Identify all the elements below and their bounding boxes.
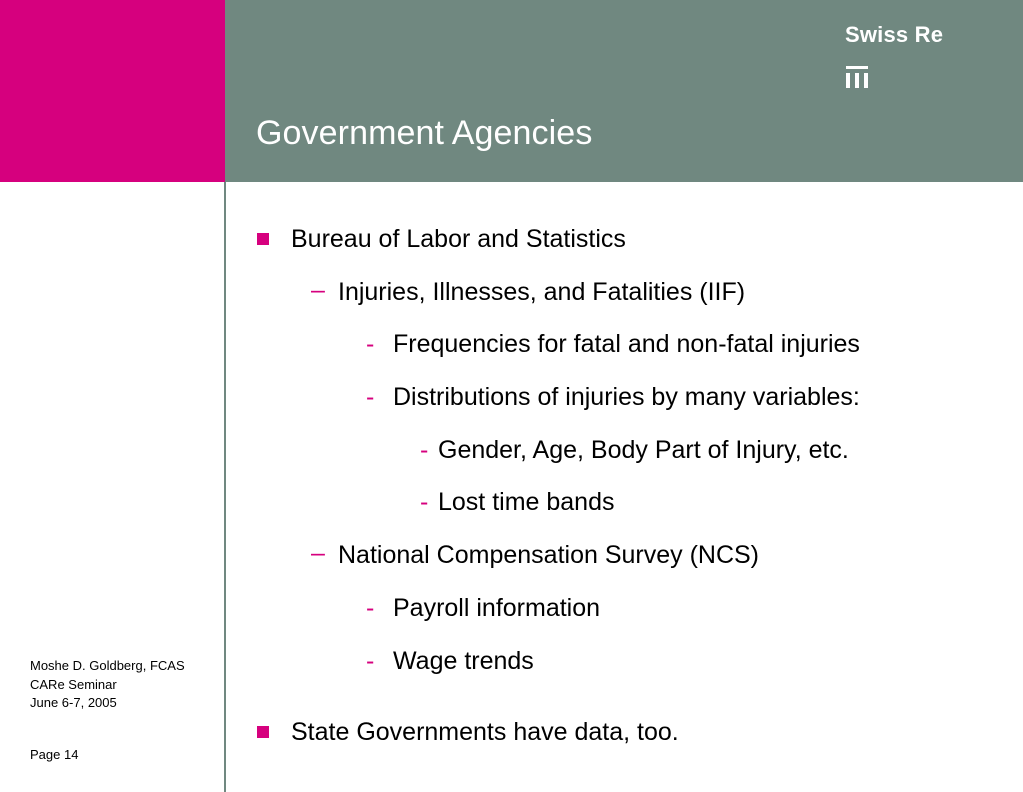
footer-date: June 6-7, 2005 bbox=[30, 695, 117, 710]
footer-author: Moshe D. Goldberg, FCAS bbox=[30, 658, 185, 673]
page-title: Government Agencies bbox=[256, 114, 593, 152]
dash-marker-icon: - bbox=[366, 383, 375, 411]
dash-marker-icon: - bbox=[366, 647, 375, 675]
bullet-square-icon bbox=[257, 233, 269, 245]
bullet-square-icon bbox=[257, 726, 269, 738]
dash-marker-icon: – bbox=[311, 539, 325, 567]
level4-bullet-item: Lost time bands bbox=[438, 488, 615, 516]
bullet-item: State Governments have data, too. bbox=[291, 718, 679, 746]
dash-marker-icon: - bbox=[420, 436, 429, 464]
sub-bullet-item: Injuries, Illnesses, and Fatalities (IIF) bbox=[338, 278, 746, 306]
sub-sub-bullet-item: Payroll information bbox=[393, 594, 601, 622]
sub-bullet-item: National Compensation Survey (NCS) bbox=[338, 541, 760, 569]
page-number: Page 14 bbox=[30, 747, 79, 762]
sub-sub-bullet-item: Distributions of injuries by many variables: bbox=[393, 383, 860, 411]
magenta-corner-block bbox=[0, 0, 225, 182]
footer-event: CARe Seminar bbox=[30, 677, 117, 692]
sub-sub-bullet-item: Frequencies for fatal and non-fatal injuries bbox=[393, 330, 860, 358]
level4-bullet-item: Gender, Age, Body Part of Injury, etc. bbox=[438, 436, 849, 464]
dash-marker-icon: - bbox=[420, 488, 429, 516]
brand-logo-text: Swiss Re bbox=[845, 22, 944, 47]
swiss-re-logo-icon bbox=[846, 66, 868, 88]
dash-marker-icon: - bbox=[366, 330, 375, 358]
bullet-item: Bureau of Labor and Statistics bbox=[291, 225, 626, 253]
dash-marker-icon: – bbox=[311, 276, 325, 304]
sidebar-divider bbox=[224, 182, 226, 792]
dash-marker-icon: - bbox=[366, 594, 375, 622]
sub-sub-bullet-item: Wage trends bbox=[393, 647, 534, 675]
